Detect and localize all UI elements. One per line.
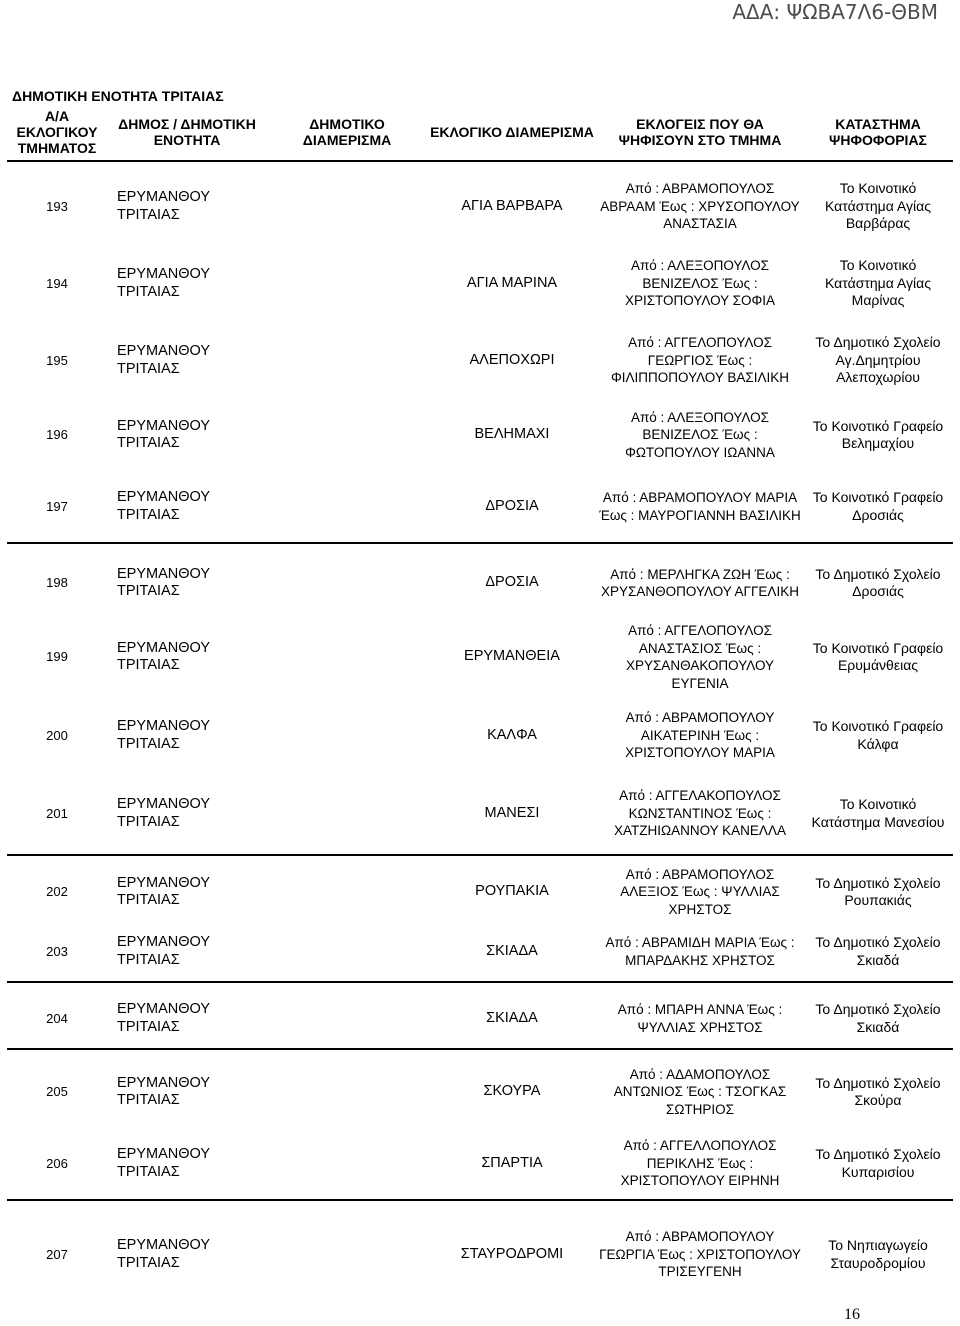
table-row [7, 550, 953, 616]
cell-aa: 204 [46, 1010, 68, 1026]
cell-store: Το Κοινοτικό Κατάστημα Αγίας Βαρβάρας [825, 180, 931, 232]
cell-voters: Από : ΑΛΕΞΟΠΟΥΛΟΣ ΒΕΝΙΖΕΛΟΣ Έως : ΧΡΙΣΤΟΠΟΥΛΟΥ ΣΟΦΙΑ [624, 258, 776, 309]
cell-voters: Από : ΑΒΡΑΜΟΠΟΥΛΟΥ ΓΕΩΡΓΙΑ Έως : ΧΡΙΣΤΟΠΟΥΛΟΥ ΤΡΙΣΕΥΓΕΝΗ [599, 1229, 801, 1280]
cell-dimos: ΕΡΥΜΑΝΘΟΥ ΤΡΙΤΑΙΑΣ [117, 639, 210, 673]
cell-voters: Από : ΑΛΕΞΟΠΟΥΛΟΣ ΒΕΝΙΖΕΛΟΣ Έως : ΦΩΤΟΠΟΥΛΟΥ ΙΩΑΝΝΑ [625, 409, 775, 460]
cell-dimotiko [267, 773, 427, 855]
cell-store: Το Δημοτικό Σχολείο Ρουπακιάς [815, 874, 941, 908]
cell-store: Το Κοινοτικό Γραφείο Ερυμάνθειας [812, 639, 944, 673]
col-header-store: ΚΑΤΑΣΤΗΜΑ ΨΗΦΟΦΟΡΙΑΣ [829, 116, 927, 148]
cell-eklogiko: ΣΚΙΑΔΑ [486, 942, 538, 959]
cell-dimos: ΕΡΥΜΑΝΘΟΥ ΤΡΙΤΑΙΑΣ [117, 417, 210, 451]
table-separator [7, 543, 953, 550]
cell-aa: 205 [46, 1084, 68, 1100]
cell-dimos: ΕΡΥΜΑΝΘΟΥ ΤΡΙΤΑΙΑΣ [117, 565, 210, 599]
cell-store: Το Δημοτικό Σχολείο Αγ.Δημητρίου Αλεποχωρίου [815, 334, 941, 386]
cell-store: Το Κοινοτικό Γραφείο Δροσιάς [812, 489, 944, 523]
cell-voters: Από : ΑΓΓΕΛΑΚΟΠΟΥΛΟΣ ΚΩΝΣΤΑΝΤΙΝΟΣ Έως : ΧΑΤΖΗΙΩΑΝΝΟΥ ΚΑΝΕΛΛΑ [614, 788, 786, 839]
cell-eklogiko: ΣΚΙΑΔΑ [486, 1009, 538, 1026]
table-row [7, 862, 953, 922]
cell-voters: Από : ΑΓΓΕΛΛΟΠΟΥΛΟΣ ΠΕΡΙΚΛΗΣ Έως : ΧΡΙΣΤΟΠΟΥΛΟΥ ΕΙΡΗΝΗ [620, 1138, 780, 1189]
cell-dimotiko [267, 922, 427, 982]
cell-store: Το Κοινοτικό Κατάστημα Μανεσίου [811, 796, 945, 830]
cell-dimos: ΕΡΥΜΑΝΘΟΥ ΤΡΙΤΑΙΑΣ [117, 934, 210, 968]
cell-dimotiko [267, 989, 427, 1049]
table-row [7, 322, 953, 399]
cell-eklogiko: ΣΠΑΡΤΙΑ [481, 1154, 543, 1171]
cell-eklogiko: ΣΚΟΥΡΑ [483, 1083, 541, 1100]
cell-store: Το Νηπιαγωγείο Σταυροδρομίου [828, 1237, 928, 1271]
cell-dimotiko [267, 322, 427, 399]
cell-eklogiko: ΑΓΙΑ ΜΑΡΙΝΑ [466, 274, 558, 291]
cell-eklogiko: ΔΡΟΣΙΑ [485, 574, 539, 591]
cell-dimos: ΕΡΥΜΑΝΘΟΥ ΤΡΙΤΑΙΑΣ [117, 1146, 210, 1180]
cell-dimotiko [267, 1128, 427, 1200]
cell-dimos: ΕΡΥΜΑΝΘΟΥ ΤΡΙΤΑΙΑΣ [117, 1001, 210, 1035]
cell-aa: 197 [46, 498, 68, 514]
cell-aa: 198 [46, 575, 68, 591]
cell-aa: 195 [46, 352, 68, 368]
table-separator [7, 161, 953, 168]
cell-voters: Από : ΑΒΡΑΜΟΠΟΥΛΟΥ ΑΙΚΑΤΕΡΙΝΗ Έως : ΧΡΙΣΤΟΠΟΥΛΟΥ ΜΑΡΙΑ [625, 710, 775, 761]
cell-eklogiko: ΚΑΛΦΑ [487, 726, 537, 743]
table-body [7, 161, 953, 1302]
table-row [7, 168, 953, 245]
ada-header: ΑΔΑ: ΨΩΒΑ7Λ6-ΘΒΜ [732, 0, 938, 24]
cell-aa: 200 [46, 727, 68, 743]
col-header-dimos: ΔΗΜΟΣ / ΔΗΜΟΤΙΚΗ ΕΝΟΤΗΤΑ [118, 116, 256, 148]
cell-eklogiko: ΕΡΥΜΑΝΘΕΙΑ [464, 648, 560, 665]
table-row [7, 1056, 953, 1128]
col-header-eklogiko: ΕΚΛΟΓΙΚΟ ΔΙΑΜΕΡΙΣΜΑ [430, 124, 594, 140]
cell-eklogiko: ΜΑΝΕΣΙ [484, 804, 540, 821]
cell-store: Το Κοινοτικό Γραφείο Κάλφα [812, 718, 944, 752]
cell-dimotiko [267, 1056, 427, 1128]
table-separator [7, 982, 953, 989]
cell-dimos: ΕΡΥΜΑΝΘΟΥ ΤΡΙΤΑΙΑΣ [117, 266, 210, 300]
cell-voters: Από : ΑΒΡΑΜΟΠΟΥΛΟΥ ΜΑΡΙΑ Έως : ΜΑΥΡΟΓΙΑΝΝΗ ΒΑΣΙΛΙΚΗ [599, 490, 801, 523]
cell-eklogiko: ΑΓΙΑ ΒΑΡΒΑΡΑ [461, 197, 563, 214]
cell-dimotiko [267, 1207, 427, 1302]
table-row [7, 922, 953, 982]
col-header-aa: Α/Α ΕΚΛΟΓΙΚΟΥ ΤΜΗΜΑΤΟΣ [16, 108, 98, 156]
cell-dimotiko [267, 399, 427, 471]
cell-eklogiko: ΔΡΟΣΙΑ [485, 497, 539, 514]
table-title: ΔΗΜΟΤΙΚΗ ΕΝΟΤΗΤΑ ΤΡΙΤΑΙΑΣ [12, 88, 224, 104]
cell-voters: Από : ΑΒΡΑΜΟΠΟΥΛΟΣ ΑΛΕΞΙΟΣ Έως : ΨΥΛΛΙΑΣ ΧΡΗΣΤΟΣ [620, 866, 780, 917]
table-header-row [7, 104, 953, 161]
table-separator [7, 855, 953, 862]
cell-aa: 207 [46, 1246, 68, 1262]
cell-dimos: ΕΡΥΜΑΝΘΟΥ ΤΡΙΤΑΙΑΣ [117, 189, 210, 223]
cell-store: Το Δημοτικό Σχολείο Κυπαρισίου [815, 1146, 941, 1180]
cell-store: Το Δημοτικό Σχολείο Σκιαδά [815, 1001, 941, 1035]
table-row [7, 1128, 953, 1200]
cell-dimotiko [267, 616, 427, 698]
polling-stations-table [7, 104, 953, 1302]
table-row [7, 471, 953, 543]
cell-store: Το Κοινοτικό Γραφείο Βελημαχίου [812, 417, 944, 451]
cell-aa: 199 [46, 649, 68, 665]
cell-aa: 202 [46, 884, 68, 900]
cell-voters: Από : ΑΒΡΑΜΙΔΗ ΜΑΡΙΑ Έως : ΜΠΑΡΔΑΚΗΣ ΧΡΗΣΤΟΣ [605, 935, 795, 968]
cell-dimotiko [267, 550, 427, 616]
col-header-voters: ΕΚΛΟΓΕΙΣ ΠΟΥ ΘΑ ΨΗΦΙΣΟΥΝ ΣΤΟ ΤΜΗΜΑ [618, 116, 782, 148]
cell-aa: 196 [46, 427, 68, 443]
cell-dimotiko [267, 862, 427, 922]
cell-voters: Από : ΑΓΓΕΛΟΠΟΥΛΟΣ ΓΕΩΡΓΙΟΣ Έως : ΦΙΛΙΠΠΟΠΟΥΛΟΥ ΒΑΣΙΛΙΚΗ [610, 335, 790, 386]
page-number: 16 [844, 1306, 860, 1323]
cell-store: Το Δημοτικό Σχολείο Σκούρα [815, 1074, 941, 1108]
table-row [7, 773, 953, 855]
cell-store: Το Δημοτικό Σχολείο Δροσιάς [815, 565, 941, 599]
cell-voters: Από : ΑΔΑΜΟΠΟΥΛΟΣ ΑΝΤΩΝΙΟΣ Έως : ΤΣΟΓΚΑΣ ΣΩΤΗΡΙΟΣ [613, 1066, 787, 1117]
cell-dimotiko [267, 471, 427, 543]
table-separator [7, 1049, 953, 1056]
table-row [7, 698, 953, 773]
cell-eklogiko: ΒΕΛΗΜΑΧΙ [474, 426, 550, 443]
table-row [7, 1207, 953, 1302]
table-row [7, 399, 953, 471]
cell-dimotiko [267, 698, 427, 773]
cell-dimos: ΕΡΥΜΑΝΘΟΥ ΤΡΙΤΑΙΑΣ [117, 1074, 210, 1108]
cell-store: Το Κοινοτικό Κατάστημα Αγίας Μαρίνας [825, 257, 931, 309]
cell-dimotiko [267, 245, 427, 322]
cell-eklogiko: ΣΤΑΥΡΟΔΡΟΜΙ [460, 1245, 564, 1262]
cell-dimotiko [267, 168, 427, 245]
table-row [7, 989, 953, 1049]
cell-dimos: ΕΡΥΜΑΝΘΟΥ ΤΡΙΤΑΙΑΣ [117, 1237, 210, 1271]
cell-voters: Από : ΑΒΡΑΜΟΠΟΥΛΟΣ ΑΒΡΑΑΜ Έως : ΧΡΥΣΟΠΟΥΛΟΥ ΑΝΑΣΤΑΣΙΑ [600, 181, 800, 232]
col-header-dimotiko: ΔΗΜΟΤΙΚΟ ΔΙΑΜΕΡΙΣΜΑ [302, 116, 392, 148]
cell-voters: Από : ΜΕΡΛΗΓΚΑ ΖΩΗ Έως : ΧΡΥΣΑΝΘΟΠΟΥΛΟΥ ΑΓΓΕΛΙΚΗ [601, 566, 799, 599]
cell-aa: 203 [46, 943, 68, 959]
cell-aa: 206 [46, 1155, 68, 1171]
cell-dimos: ΕΡΥΜΑΝΘΟΥ ΤΡΙΤΑΙΑΣ [117, 343, 210, 377]
table-separator [7, 1200, 953, 1207]
table-row [7, 245, 953, 322]
cell-aa: 193 [46, 198, 68, 214]
cell-eklogiko: ΑΛΕΠΟΧΩΡΙ [469, 351, 555, 368]
cell-store: Το Δημοτικό Σχολείο Σκιαδά [815, 934, 941, 968]
cell-dimos: ΕΡΥΜΑΝΘΟΥ ΤΡΙΤΑΙΑΣ [117, 796, 210, 830]
cell-dimos: ΕΡΥΜΑΝΘΟΥ ΤΡΙΤΑΙΑΣ [117, 718, 210, 752]
table-row [7, 616, 953, 698]
cell-aa: 194 [46, 275, 68, 291]
cell-eklogiko: ΡΟΥΠΑΚΙΑ [475, 883, 549, 900]
cell-dimos: ΕΡΥΜΑΝΘΟΥ ΤΡΙΤΑΙΑΣ [117, 489, 210, 523]
cell-dimos: ΕΡΥΜΑΝΘΟΥ ΤΡΙΤΑΙΑΣ [117, 874, 210, 908]
cell-aa: 201 [46, 805, 68, 821]
cell-voters: Από : ΑΓΓΕΛΟΠΟΥΛΟΣ ΑΝΑΣΤΑΣΙΟΣ Έως : ΧΡΥΣΑΝΘΑΚΟΠΟΥΛΟΥ ΕΥΓΕΝΙΑ [625, 623, 775, 691]
cell-voters: Από : ΜΠΑΡΗ ΑΝΝΑ Έως : ΨΥΛΛΙΑΣ ΧΡΗΣΤΟΣ [617, 1002, 783, 1035]
